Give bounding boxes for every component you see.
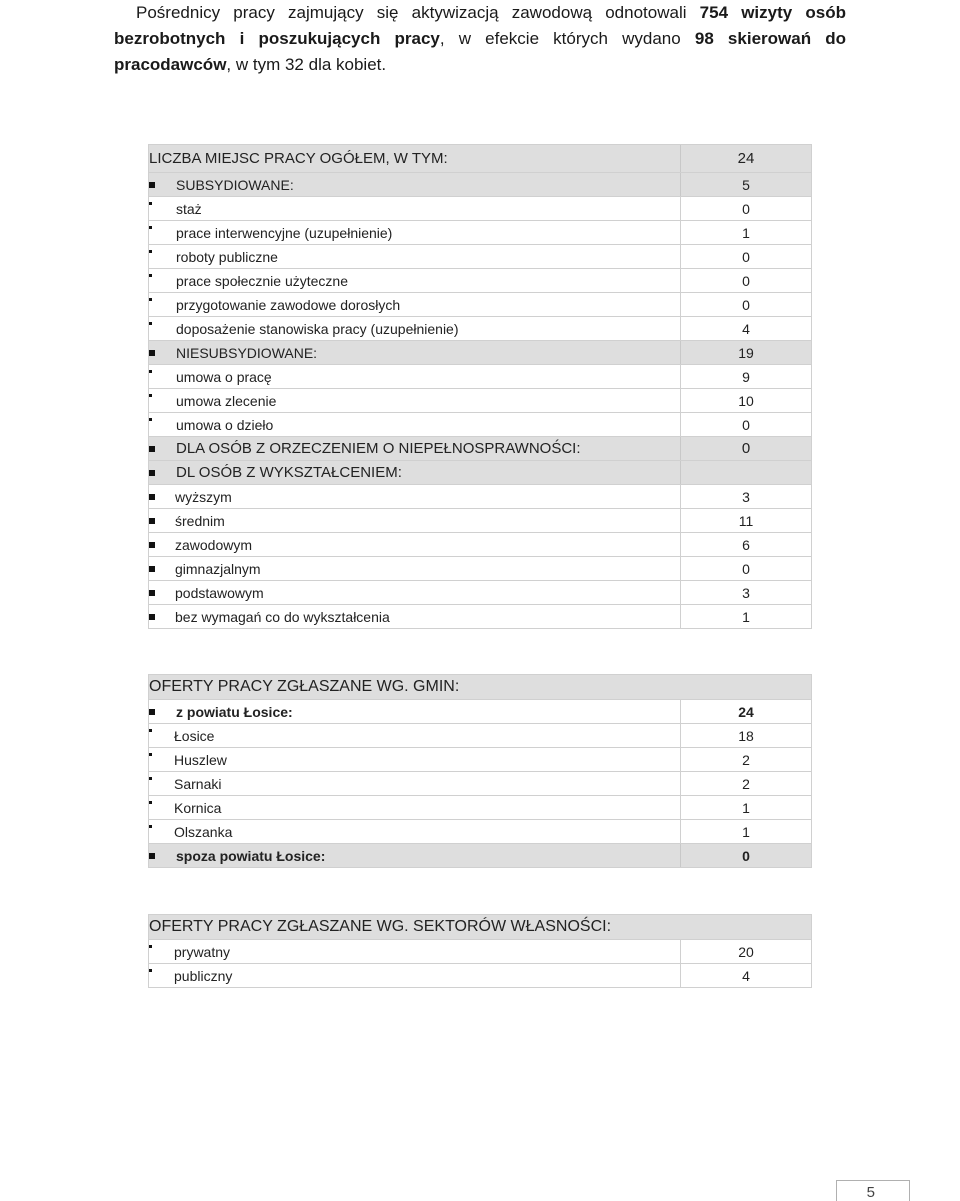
row-value: 0 bbox=[681, 413, 812, 437]
table-row bbox=[149, 197, 812, 221]
row-value: 4 bbox=[681, 964, 812, 988]
unsubsidized-value: 19 bbox=[681, 341, 812, 365]
row-label: Olszanka bbox=[174, 823, 233, 840]
table-row bbox=[149, 772, 812, 796]
row-value: 9 bbox=[681, 365, 812, 389]
row-label: umowa o dzieło bbox=[176, 416, 274, 433]
dot-bullet-icon bbox=[149, 945, 152, 948]
dot-bullet-icon bbox=[149, 250, 152, 253]
row-value: 3 bbox=[681, 485, 812, 509]
municipality-title-row bbox=[149, 675, 812, 700]
row-value: 20 bbox=[681, 940, 812, 964]
municipality-title: OFERTY PRACY ZGŁASZANE WG. GMIN: bbox=[149, 678, 460, 695]
jobs-table bbox=[148, 144, 812, 629]
row-label: przygotowanie zawodowe dorosłych bbox=[176, 296, 401, 313]
table-row bbox=[149, 796, 812, 820]
row-value: 0 bbox=[681, 557, 812, 581]
row-label: prywatny bbox=[174, 943, 231, 960]
row-label: umowa o pracę bbox=[176, 368, 272, 385]
outside-county-value: 0 bbox=[681, 844, 812, 868]
dot-bullet-icon bbox=[149, 825, 152, 828]
dot-bullet-icon bbox=[149, 801, 152, 804]
dot-bullet-icon bbox=[149, 370, 152, 373]
offers-by-municipality-table bbox=[148, 674, 812, 868]
table-row bbox=[149, 748, 812, 772]
dot-bullet-icon bbox=[149, 753, 152, 756]
intro-text-3: , w tym 32 dla kobiet. bbox=[226, 55, 387, 74]
table-row bbox=[149, 581, 812, 605]
table-row bbox=[149, 557, 812, 581]
row-label: Huszlew bbox=[174, 751, 227, 768]
row-label: Sarnaki bbox=[174, 775, 222, 792]
intro-referrals: 98 skierowań do pracodawców bbox=[114, 29, 847, 74]
row-value: 0 bbox=[681, 269, 812, 293]
row-value: 3 bbox=[681, 581, 812, 605]
row-value: 18 bbox=[681, 724, 812, 748]
inside-county-row bbox=[149, 700, 812, 724]
row-label: Kornica bbox=[174, 799, 222, 816]
page-number: 5 bbox=[836, 1180, 910, 1201]
square-bullet-icon bbox=[149, 494, 155, 500]
subsidized-row bbox=[149, 173, 812, 197]
dot-bullet-icon bbox=[149, 777, 152, 780]
dot-bullet-icon bbox=[149, 226, 152, 229]
dot-bullet-icon bbox=[149, 418, 152, 421]
table-row bbox=[149, 245, 812, 269]
row-value: 4 bbox=[681, 317, 812, 341]
row-label: gimnazjalnym bbox=[175, 560, 261, 577]
intro-visits: 754 wizyty osób bezrobotnych i poszukujących pracy bbox=[114, 3, 846, 48]
square-bullet-icon bbox=[149, 518, 155, 524]
row-value: 2 bbox=[681, 772, 812, 796]
offers-by-sector-table bbox=[148, 914, 812, 988]
row-value: 0 bbox=[681, 293, 812, 317]
square-bullet-icon bbox=[149, 614, 155, 620]
row-label: staż bbox=[176, 200, 202, 217]
row-value: 0 bbox=[681, 197, 812, 221]
table-row bbox=[149, 365, 812, 389]
table-row bbox=[149, 413, 812, 437]
table-row bbox=[149, 605, 812, 629]
jobs-total-row bbox=[149, 145, 812, 173]
row-label: wyższym bbox=[175, 488, 232, 505]
square-bullet-icon bbox=[149, 182, 155, 188]
square-bullet-icon bbox=[149, 542, 155, 548]
disabled-value: 0 bbox=[681, 437, 812, 461]
row-label: roboty publiczne bbox=[176, 248, 278, 265]
row-value: 1 bbox=[681, 796, 812, 820]
row-value: 2 bbox=[681, 748, 812, 772]
row-label: bez wymagań co do wykształcenia bbox=[175, 608, 390, 625]
table-row bbox=[149, 964, 812, 988]
subsidized-value: 5 bbox=[681, 173, 812, 197]
intro-text-1: Pośrednicy pracy zajmujący się aktywizacją zawodową odnotowali bbox=[136, 3, 700, 22]
square-bullet-icon bbox=[149, 853, 155, 859]
table-row bbox=[149, 269, 812, 293]
square-bullet-icon bbox=[149, 566, 155, 572]
row-label: Łosice bbox=[174, 727, 215, 744]
row-value: 11 bbox=[681, 509, 812, 533]
row-label: średnim bbox=[175, 512, 225, 529]
table-row bbox=[149, 389, 812, 413]
square-bullet-icon bbox=[149, 470, 155, 476]
unsubsidized-label: NIESUBSYDIOWANE: bbox=[176, 344, 318, 361]
inside-county-value: 24 bbox=[681, 700, 812, 724]
row-label: podstawowym bbox=[175, 584, 264, 601]
subsidized-label: SUBSYDIOWANE: bbox=[176, 176, 294, 193]
row-label: prace społecznie użyteczne bbox=[176, 272, 348, 289]
table-row bbox=[149, 485, 812, 509]
outside-county-label: spoza powiatu Łosice: bbox=[176, 847, 326, 864]
dot-bullet-icon bbox=[149, 969, 152, 972]
square-bullet-icon bbox=[149, 446, 155, 452]
dot-bullet-icon bbox=[149, 394, 152, 397]
sector-title: OFERTY PRACY ZGŁASZANE WG. SEKTORÓW WŁASNOŚCI: bbox=[149, 918, 612, 935]
row-label: umowa zlecenie bbox=[176, 392, 277, 409]
jobs-total-value: 24 bbox=[681, 145, 812, 173]
row-label: publiczny bbox=[174, 967, 233, 984]
row-value: 0 bbox=[681, 245, 812, 269]
education-row bbox=[149, 461, 812, 485]
row-label: prace interwencyjne (uzupełnienie) bbox=[176, 224, 393, 241]
dot-bullet-icon bbox=[149, 274, 152, 277]
table-row bbox=[149, 509, 812, 533]
square-bullet-icon bbox=[149, 709, 155, 715]
table-row bbox=[149, 221, 812, 245]
education-label: DL OSÓB Z WYKSZTAŁCENIEM: bbox=[176, 464, 402, 481]
row-value: 6 bbox=[681, 533, 812, 557]
sector-title-row bbox=[149, 915, 812, 940]
row-value: 1 bbox=[681, 820, 812, 844]
dot-bullet-icon bbox=[149, 298, 152, 301]
jobs-total-label: LICZBA MIEJSC PRACY OGÓŁEM, W TYM: bbox=[149, 150, 448, 167]
unsubsidized-row bbox=[149, 341, 812, 365]
intro-text-2: , w efekcie których wydano bbox=[439, 29, 695, 48]
disabled-label: DLA OSÓB Z ORZECZENIEM O NIEPEŁNOSPRAWNOŚCI: bbox=[176, 440, 581, 457]
dot-bullet-icon bbox=[149, 729, 152, 732]
table-row bbox=[149, 940, 812, 964]
table-row bbox=[149, 293, 812, 317]
dot-bullet-icon bbox=[149, 202, 152, 205]
outside-county-row bbox=[149, 844, 812, 868]
table-row bbox=[149, 533, 812, 557]
disabled-row bbox=[149, 437, 812, 461]
row-value: 1 bbox=[681, 221, 812, 245]
dot-bullet-icon bbox=[149, 322, 152, 325]
row-value: 10 bbox=[681, 389, 812, 413]
row-label: zawodowym bbox=[175, 536, 253, 553]
table-row bbox=[149, 317, 812, 341]
table-row bbox=[149, 820, 812, 844]
row-value: 1 bbox=[681, 605, 812, 629]
inside-county-label: z powiatu Łosice: bbox=[176, 703, 293, 720]
intro-paragraph bbox=[114, 0, 846, 78]
square-bullet-icon bbox=[149, 350, 155, 356]
table-row bbox=[149, 724, 812, 748]
row-label: doposażenie stanowiska pracy (uzupełnienie) bbox=[176, 320, 459, 337]
square-bullet-icon bbox=[149, 590, 155, 596]
